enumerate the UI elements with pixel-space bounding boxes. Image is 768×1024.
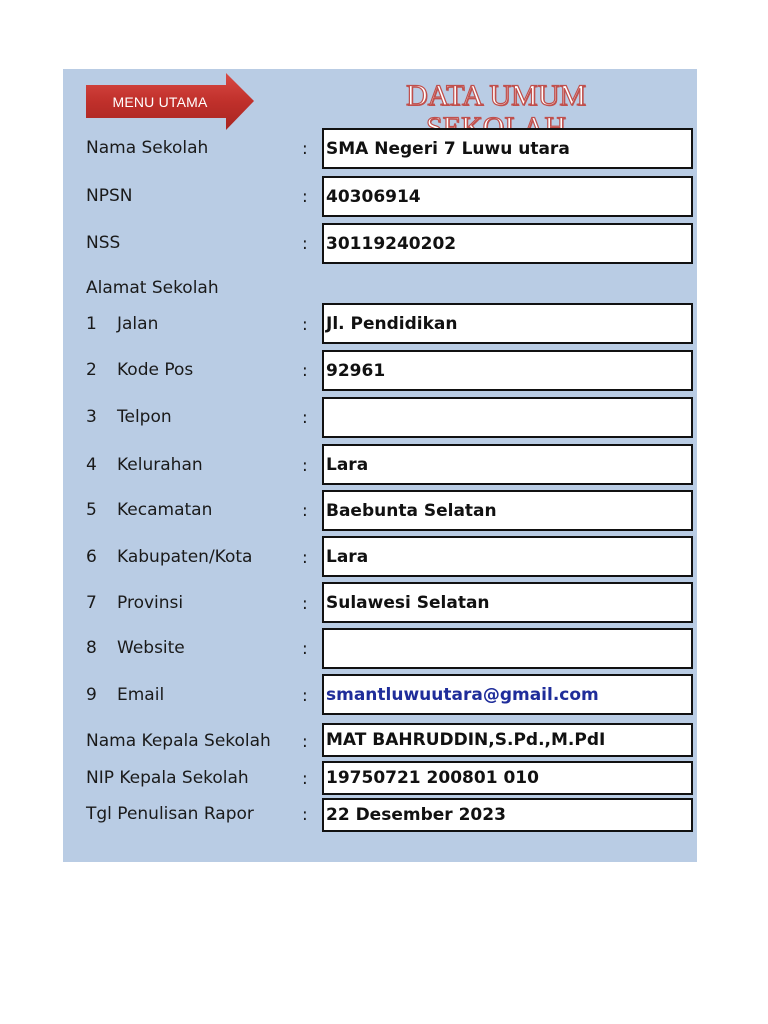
separator: : — [302, 501, 308, 521]
alamat-heading: Alamat Sekolah — [86, 278, 219, 298]
label-tgl-rapor: Tgl Penulisan Rapor — [86, 804, 254, 824]
kepala-nip-field[interactable]: 19750721 200801 010 — [322, 761, 693, 795]
kabupaten-kota-field[interactable]: Lara — [322, 536, 693, 577]
separator: : — [302, 234, 308, 254]
page-title: DATA UMUM — [405, 79, 587, 112]
jalan-field[interactable]: Jl. Pendidikan — [322, 303, 693, 344]
separator: : — [302, 769, 308, 789]
separator: : — [302, 686, 308, 706]
npsn-field[interactable]: 40306914 — [322, 176, 693, 217]
label-npsn: NPSN — [86, 186, 133, 206]
separator: : — [302, 456, 308, 476]
menu-utama-label: MENU UTAMA — [112, 93, 208, 110]
label-kepala-nama: Nama Kepala Sekolah — [86, 731, 271, 751]
kelurahan-field[interactable]: Lara — [322, 444, 693, 485]
label-telpon: 3 Telpon — [86, 407, 172, 427]
separator: : — [302, 315, 308, 335]
separator: : — [302, 408, 308, 428]
tgl-rapor-field[interactable]: 22 Desember 2023 — [322, 798, 693, 832]
label-website: 8 Website — [86, 638, 185, 658]
telpon-field[interactable] — [322, 397, 693, 438]
nss-field[interactable]: 30119240202 — [322, 223, 693, 264]
menu-utama-button[interactable] — [86, 73, 254, 130]
separator: : — [302, 139, 308, 159]
kepala-nama-field[interactable]: MAT BAHRUDDIN,S.Pd.,M.PdI — [322, 723, 693, 757]
label-kelurahan: 4 Kelurahan — [86, 455, 203, 475]
separator: : — [302, 187, 308, 207]
separator: : — [302, 732, 308, 752]
label-provinsi: 7 Provinsi — [86, 593, 184, 613]
label-jalan: 1 Jalan — [86, 314, 159, 334]
separator: : — [302, 805, 308, 825]
website-field[interactable] — [322, 628, 693, 669]
nama-sekolah-field[interactable]: SMA Negeri 7 Luwu utara — [322, 128, 693, 169]
label-kode-pos: 2 Kode Pos — [86, 360, 194, 380]
provinsi-field[interactable]: Sulawesi Selatan — [322, 582, 693, 623]
label-email: 9 Email — [86, 685, 165, 705]
separator: : — [302, 639, 308, 659]
kode-pos-field[interactable]: 92961 — [322, 350, 693, 391]
kecamatan-field[interactable]: Baebunta Selatan — [322, 490, 693, 531]
label-nss: NSS — [86, 233, 121, 253]
label-kecamatan: 5 Kecamatan — [86, 500, 213, 520]
separator: : — [302, 548, 308, 568]
label-kabupaten-kota: 6 Kabupaten/Kota — [86, 547, 253, 567]
label-nama-sekolah: Nama Sekolah — [86, 138, 209, 158]
label-kepala-nip: NIP Kepala Sekolah — [86, 768, 249, 788]
separator: : — [302, 594, 308, 614]
separator: : — [302, 361, 308, 381]
email-field[interactable]: smantluwuutara@gmail.com — [322, 674, 693, 715]
